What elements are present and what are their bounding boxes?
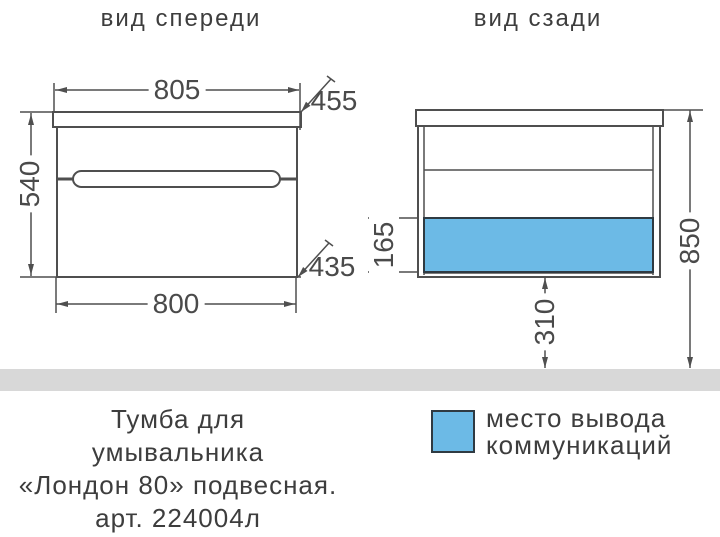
comm-zone-area [424, 218, 653, 272]
dim-label-850: 850 [675, 213, 705, 270]
legend-comm-zone-swatch [431, 410, 475, 453]
dim-label-165: 165 [369, 217, 399, 274]
dim-label-455: 455 [310, 85, 358, 116]
dim-label-540: 540 [15, 156, 45, 213]
floor-band [0, 369, 720, 391]
arrow-800-right [284, 301, 295, 307]
caption-line-3: «Лондон 80» подвесная. [18, 470, 338, 500]
arrow-540-top [28, 114, 34, 125]
front-countertop [53, 112, 301, 127]
dim-label-805: 805 [149, 75, 206, 105]
legend-label-line-1: место вывода [486, 403, 667, 433]
product-caption [0, 403, 356, 535]
dim-label-800: 800 [148, 289, 205, 319]
rear-view-title: вид сзади [473, 5, 603, 32]
front-cabinet-body [57, 127, 297, 277]
arrow-805-left [56, 87, 67, 93]
arrow-310-bottom [542, 357, 548, 368]
front-view-drawing [20, 76, 335, 313]
dim-label-435: 435 [308, 251, 356, 282]
caption-line-4: арт. 224004л [95, 503, 261, 533]
arrow-540-bottom [28, 264, 34, 275]
arrow-805-right [288, 87, 299, 93]
front-view-title: вид спереди [100, 5, 262, 32]
caption-line-2: умывальника [91, 437, 265, 467]
arrow-800-left [57, 301, 68, 307]
arrow-850-bottom [687, 357, 693, 368]
rear-countertop [416, 110, 663, 126]
arrow-850-top [687, 111, 693, 122]
dim-label-310: 310 [530, 294, 560, 351]
legend-label-line-2: коммуникаций [486, 430, 673, 460]
legend-label [486, 405, 672, 459]
arrow-310-top [542, 278, 548, 289]
caption-line-1: Тумба для [110, 404, 246, 434]
front-drawer-handle [73, 171, 280, 187]
